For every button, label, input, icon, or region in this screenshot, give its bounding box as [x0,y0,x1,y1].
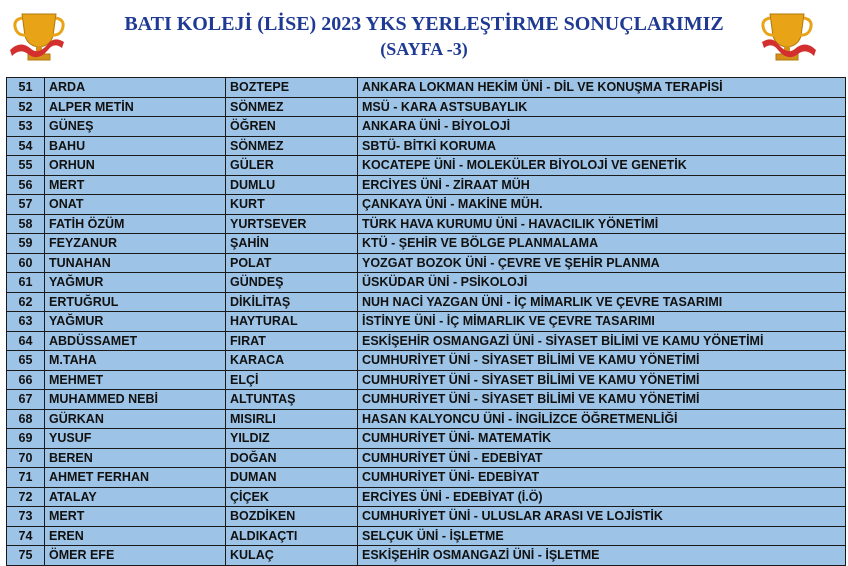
row-number: 71 [7,468,45,488]
student-first-name: MERT [45,175,226,195]
row-number: 68 [7,409,45,429]
student-last-name: YILDIZ [226,429,358,449]
student-last-name: SÖNMEZ [226,136,358,156]
table-row [7,136,846,156]
row-number: 56 [7,175,45,195]
row-number: 61 [7,273,45,293]
university-program: ERCİYES ÜNİ - ZİRAAT MÜH [358,175,846,195]
student-first-name: YUSUF [45,429,226,449]
table-row [7,78,846,98]
row-number: 51 [7,78,45,98]
table-row [7,97,846,117]
row-number: 62 [7,292,45,312]
student-first-name: BAHU [45,136,226,156]
university-program: CUMHURİYET ÜNİ- EDEBİYAT [358,468,846,488]
table-row [7,175,846,195]
row-number: 72 [7,487,45,507]
student-last-name: HAYTURAL [226,312,358,332]
table-row [7,546,846,566]
university-program: ANKARA LOKMAN HEKİM ÜNİ - DİL VE KONUŞMA TERAPİSİ [358,78,846,98]
row-number: 55 [7,156,45,176]
student-last-name: SÖNMEZ [226,97,358,117]
results-table [6,77,846,566]
table-row [7,507,846,527]
student-last-name: YURTSEVER [226,214,358,234]
student-first-name: ORHUN [45,156,226,176]
university-program: ÜSKÜDAR ÜNİ - PSİKOLOJİ [358,273,846,293]
student-first-name: YAĞMUR [45,312,226,332]
row-number: 66 [7,370,45,390]
university-program: ERCİYES ÜNİ - EDEBİYAT (İ.Ö) [358,487,846,507]
student-last-name: FIRAT [226,331,358,351]
row-number: 75 [7,546,45,566]
university-program: ESKİŞEHİR OSMANGAZİ ÜNİ - İŞLETME [358,546,846,566]
university-program: SELÇUK ÜNİ - İŞLETME [358,526,846,546]
row-number: 74 [7,526,45,546]
row-number: 58 [7,214,45,234]
page-header [0,0,848,74]
table-row [7,429,846,449]
table-row [7,117,846,137]
table-row [7,526,846,546]
student-last-name: MISIRLI [226,409,358,429]
student-last-name: DİKİLİTAŞ [226,292,358,312]
page-title: BATI KOLEJİ (LİSE) 2023 YKS YERLEŞTİRME SONUÇLARIMIZ [124,13,724,35]
table-row [7,487,846,507]
table-row [7,214,846,234]
student-last-name: BOZTEPE [226,78,358,98]
results-table-body [7,78,846,566]
student-last-name: DOĞAN [226,448,358,468]
university-program: ÇANKAYA ÜNİ - MAKİNE MÜH. [358,195,846,215]
university-program: CUMHURİYET ÜNİ - SİYASET BİLİMİ VE KAMU YÖNETİMİ [358,370,846,390]
student-first-name: MUHAMMED NEBİ [45,390,226,410]
table-row [7,195,846,215]
row-number: 70 [7,448,45,468]
row-number: 52 [7,97,45,117]
row-number: 59 [7,234,45,254]
table-row [7,409,846,429]
student-last-name: POLAT [226,253,358,273]
row-number: 53 [7,117,45,137]
university-program: TÜRK HAVA KURUMU ÜNİ - HAVACILIK YÖNETİMİ [358,214,846,234]
table-row [7,234,846,254]
row-number: 65 [7,351,45,371]
table-row [7,292,846,312]
student-last-name: ALTUNTAŞ [226,390,358,410]
student-first-name: TUNAHAN [45,253,226,273]
student-last-name: ALDIKAÇTI [226,526,358,546]
student-first-name: ABDÜSSAMET [45,331,226,351]
row-number: 64 [7,331,45,351]
row-number: 67 [7,390,45,410]
university-program: MSÜ - KARA ASTSUBAYLIK [358,97,846,117]
table-row [7,390,846,410]
university-program: SBTÜ- BİTKİ KORUMA [358,136,846,156]
university-program: CUMHURİYET ÜNİ - SİYASET BİLİMİ VE KAMU YÖNETİMİ [358,351,846,371]
row-number: 69 [7,429,45,449]
university-program: HASAN KALYONCU ÜNİ - İNGİLİZCE ÖĞRETMENLİĞİ [358,409,846,429]
table-row [7,156,846,176]
university-program: KOCATEPE ÜNİ - MOLEKÜLER BİYOLOJİ VE GENETİK [358,156,846,176]
student-first-name: ONAT [45,195,226,215]
student-first-name: EREN [45,526,226,546]
table-row [7,468,846,488]
student-last-name: ÇİÇEK [226,487,358,507]
student-first-name: MEHMET [45,370,226,390]
trophy-icon [756,6,818,68]
row-number: 54 [7,136,45,156]
student-first-name: GÜRKAN [45,409,226,429]
university-program: CUMHURİYET ÜNİ - EDEBİYAT [358,448,846,468]
student-last-name: KURT [226,195,358,215]
page-subtitle: (SAYFA -3) [380,39,468,59]
university-program: CUMHURİYET ÜNİ - SİYASET BİLİMİ VE KAMU YÖNETİMİ [358,390,846,410]
row-number: 57 [7,195,45,215]
student-last-name: DUMLU [226,175,358,195]
student-first-name: ARDA [45,78,226,98]
university-program: NUH NACİ YAZGAN ÜNİ - İÇ MİMARLIK VE ÇEVRE TASARIMI [358,292,846,312]
university-program: CUMHURİYET ÜNİ - ULUSLAR ARASI VE LOJİSTİK [358,507,846,527]
student-first-name: FEYZANUR [45,234,226,254]
student-first-name: ALPER METİN [45,97,226,117]
table-row [7,253,846,273]
student-last-name: DUMAN [226,468,358,488]
student-first-name: ATALAY [45,487,226,507]
university-program: YOZGAT BOZOK ÜNİ - ÇEVRE VE ŞEHİR PLANMA [358,253,846,273]
row-number: 60 [7,253,45,273]
student-first-name: AHMET FERHAN [45,468,226,488]
table-row [7,331,846,351]
student-last-name: BOZDİKEN [226,507,358,527]
university-program: ESKİŞEHİR OSMANGAZİ ÜNİ - SİYASET BİLİMİ VE KAMU YÖNETİMİ [358,331,846,351]
student-first-name: FATİH ÖZÜM [45,214,226,234]
student-first-name: ÖMER EFE [45,546,226,566]
table-row [7,312,846,332]
student-first-name: MERT [45,507,226,527]
table-row [7,273,846,293]
row-number: 63 [7,312,45,332]
student-last-name: KARACA [226,351,358,371]
table-row [7,448,846,468]
student-last-name: GÜLER [226,156,358,176]
university-program: KTÜ - ŞEHİR VE BÖLGE PLANMALAMA [358,234,846,254]
student-last-name: GÜNDEŞ [226,273,358,293]
student-first-name: BEREN [45,448,226,468]
student-last-name: ŞAHİN [226,234,358,254]
student-last-name: ÖĞREN [226,117,358,137]
student-first-name: YAĞMUR [45,273,226,293]
university-program: CUMHURİYET ÜNİ- MATEMATİK [358,429,846,449]
table-row [7,351,846,371]
student-last-name: KULAÇ [226,546,358,566]
table-row [7,370,846,390]
row-number: 73 [7,507,45,527]
student-first-name: M.TAHA [45,351,226,371]
university-program: ANKARA ÜNİ - BİYOLOJİ [358,117,846,137]
student-first-name: GÜNEŞ [45,117,226,137]
student-first-name: ERTUĞRUL [45,292,226,312]
student-last-name: ELÇİ [226,370,358,390]
university-program: İSTİNYE ÜNİ - İÇ MİMARLIK VE ÇEVRE TASARIMI [358,312,846,332]
